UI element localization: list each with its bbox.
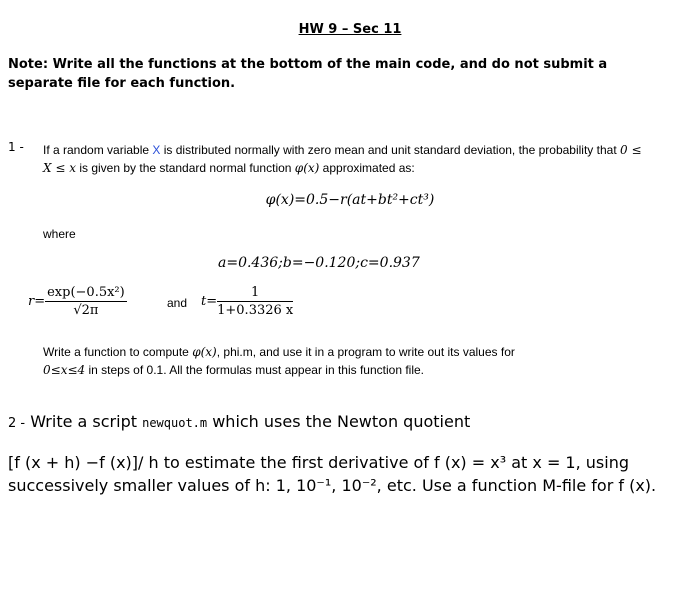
question-1-intro: [43, 141, 643, 177]
r-formula: [28, 285, 127, 318]
random-variable-x: X: [152, 143, 161, 157]
q2-text-a: Write a script: [25, 412, 143, 431]
page-title: HW 9 – Sec 11: [298, 22, 402, 37]
intro-text-d: approximated as:: [319, 161, 415, 175]
r-lhs: r=: [28, 293, 46, 309]
constants-formula: a=0.436;b=−0.120;c=0.937: [218, 255, 420, 271]
note-text: Note: Write all the functions at the bottom of the main code, and do not submit a separate file for each function.: [8, 57, 608, 91]
task-phi: φ(x): [192, 345, 217, 359]
task-text-a: Write a function to compute: [43, 345, 193, 359]
t-fraction: [217, 285, 293, 318]
script-name: newquot.m: [142, 416, 208, 430]
question-2-number: 2 -: [8, 416, 26, 431]
intro-text-c: is given by the standard normal function: [76, 161, 295, 175]
task-text-b: , phi.m, and use it in a program to write out its values for: [216, 345, 515, 359]
task-text-c: in steps of 0.1. All the formulas must appear in this function file.: [85, 363, 424, 377]
t-formula: [201, 285, 293, 318]
question-1-task: [43, 343, 643, 379]
t-numerator: 1: [217, 285, 293, 302]
and-label: and: [167, 296, 188, 310]
inequality: 0 ≤ X ≤ x: [43, 143, 642, 175]
question-2-body: [f (x + h) −f (x)]/ h to estimate the first derivative of f (x) = x³ at x = 1, using successively smaller values of h: 1, 10⁻¹, 10⁻², etc. Use a function M-file for f (x).: [8, 453, 657, 495]
task-range: 0≤x≤4: [43, 363, 86, 377]
phi-symbol: φ(x): [294, 161, 320, 175]
where-label: where: [43, 227, 76, 241]
intro-text-b: is distributed normally with zero mean and unit standard deviation, the probability that: [160, 143, 620, 157]
r-denominator: √2π: [73, 303, 99, 318]
question-1-number: 1 -: [8, 140, 24, 154]
r-numerator: exp(−0.5x²): [47, 285, 125, 300]
intro-text-a: If a random variable: [43, 143, 153, 157]
r-fraction: [45, 285, 127, 318]
q2-text-b: which uses the Newton quotient: [207, 412, 471, 431]
t-denominator: 1+0.3326 x: [217, 303, 294, 318]
t-lhs: t=: [201, 293, 218, 309]
question-2-heading: [8, 412, 688, 431]
main-formula: φ(x)=0.5−r(at+bt²+ct³): [265, 192, 435, 208]
